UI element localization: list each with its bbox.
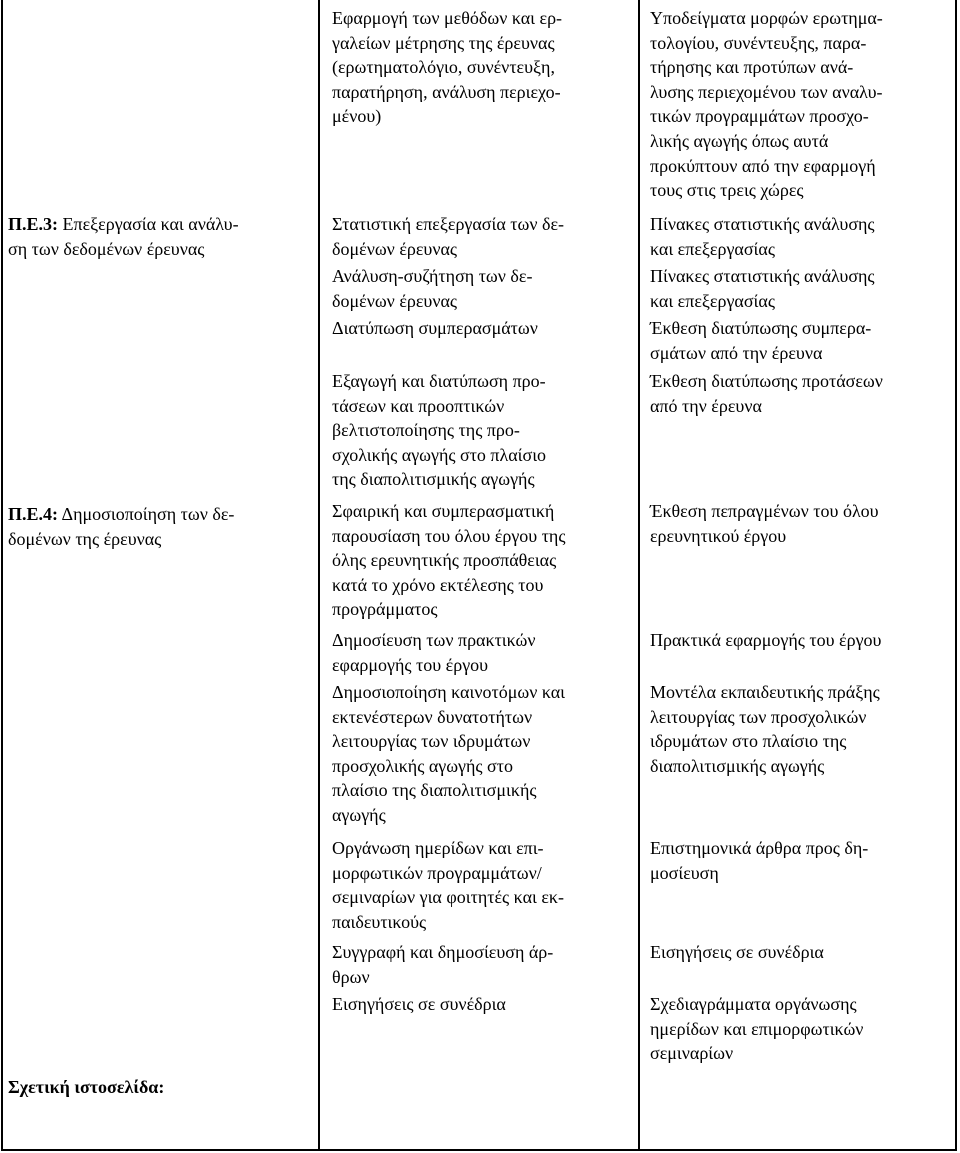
output-line: Μοντέλα εκπαιδευτικής πράξης (650, 682, 880, 702)
output-line: τους στις τρεις χώρες (650, 180, 804, 201)
action-line: σχολικής αγωγής στο πλαίσιο (332, 444, 547, 465)
output-line: ιδρυμάτων στο πλαίσιο της (650, 731, 847, 752)
action-line: Οργάνωση ημερίδων και επι- (332, 838, 544, 858)
action-line: εφαρμογής του έργου (332, 654, 489, 675)
action-line: προγράμματος (332, 599, 438, 620)
output-cell (650, 499, 946, 548)
output-line: Υποδείγματα μορφών ερωτημα- (650, 8, 883, 28)
output-line: ημερίδων και επιμορφωτικών (650, 1018, 864, 1039)
phase-code: Π.Ε.3: (8, 214, 59, 234)
output-line: Πίνακες στατιστικής ανάλυσης (650, 214, 875, 234)
phase-title-line: Επεξεργασία και ανάλυ- (58, 214, 239, 234)
output-line: Πίνακες στατιστικής ανάλυσης (650, 266, 875, 286)
output-line: και επεξεργασίας (650, 238, 775, 259)
output-line: μοσίευση (650, 862, 719, 883)
phase-pe3 (8, 212, 306, 261)
action-line: σεμιναρίων για φοιτητές και εκ- (332, 887, 564, 908)
table-border-right (955, 0, 957, 1151)
table-border-left (1, 0, 3, 1151)
output-line: ερευνητικού έργου (650, 525, 787, 546)
action-line: Εισηγήσεις σε συνέδρια (332, 994, 506, 1014)
output-line: λικής αγωγής όπως αυτά (650, 130, 829, 151)
action-line: Εξαγωγή και διατύπωση προ- (332, 371, 546, 391)
output-line: Πρακτικά εφαρμογής του έργου (650, 630, 882, 650)
output-line: και επεξεργασίας (650, 290, 775, 311)
output-cell (650, 6, 946, 203)
action-line: προσχολικής αγωγής στο (332, 755, 513, 776)
output-cell (650, 680, 946, 778)
action-cell (332, 369, 630, 492)
output-cell (650, 940, 946, 965)
action-line: Συγγραφή και δημοσίευση άρ- (332, 942, 554, 962)
action-line: δομένων έρευνας (332, 238, 458, 259)
output-cell (650, 264, 946, 313)
output-line: τολογίου, συνέντευξης, παρα- (650, 32, 867, 53)
action-line: δομένων έρευνας (332, 290, 458, 311)
action-cell (332, 316, 630, 341)
action-line: γαλείων μέτρησης της έρευνας (332, 32, 555, 53)
action-line: τάσεων και προοπτικών (332, 395, 505, 416)
output-line: λειτουργίας των προσχολικών (650, 706, 867, 727)
output-line: σεμιναρίων (650, 1043, 734, 1064)
action-line: Ανάλυση-συζήτηση των δε- (332, 266, 533, 286)
action-cell (332, 264, 630, 313)
action-line: θρων (332, 966, 370, 987)
action-cell (332, 836, 630, 934)
output-cell (650, 369, 946, 418)
phase-title-line: Δημοσιοποίηση των δε- (58, 504, 235, 524)
action-cell (332, 628, 630, 677)
output-line: Έκθεση διατύπωσης προτάσεων (650, 371, 883, 391)
table-border-bottom (1, 1149, 957, 1151)
output-line: Σχεδιαγράμματα οργάνωσης (650, 994, 857, 1014)
column-divider-2 (638, 0, 640, 1151)
output-line: τικών προγραμμάτων προσχο- (650, 106, 869, 127)
action-line: πλαίσιο της διαπολιτισμικής (332, 780, 537, 801)
output-line: Εισηγήσεις σε συνέδρια (650, 942, 824, 962)
phase-pe4 (8, 502, 306, 551)
action-cell (332, 992, 630, 1017)
action-line: κατά το χρόνο εκτέλεσης του (332, 574, 544, 595)
output-line: προκύπτουν από την εφαρμογή (650, 155, 876, 176)
action-line: βελτιστοποίησης της προ- (332, 420, 520, 441)
action-line: Στατιστική επεξεργασία των δε- (332, 214, 565, 234)
related-website-label: Σχετική ιστοσελίδα: (8, 1077, 165, 1097)
output-cell (650, 316, 946, 365)
output-cell (650, 836, 946, 885)
column-divider-1 (318, 0, 320, 1151)
action-line: Δημοσίευση των πρακτικών (332, 630, 536, 650)
action-line: αγωγής (332, 804, 386, 825)
action-line: Διατύπωση συμπερασμάτων (332, 318, 538, 338)
output-line: τήρησης και προτύπων ανά- (650, 57, 854, 78)
action-cell (332, 6, 630, 129)
action-cell (332, 940, 630, 989)
output-cell (650, 628, 946, 653)
action-line: (ερωτηματολόγιο, συνέντευξη, (332, 57, 555, 78)
action-line: μένου) (332, 106, 382, 127)
output-line: Έκθεση διατύπωσης συμπερα- (650, 318, 872, 338)
phase-title-line: ση των δεδομένων έρευνας (8, 238, 205, 259)
action-cell (332, 499, 630, 622)
action-cell (332, 680, 630, 828)
output-line: Έκθεση πεπραγμένων του όλου (650, 501, 879, 521)
phase-code: Π.Ε.4: (8, 504, 59, 524)
action-line: παρουσίαση του όλου έργου της (332, 525, 566, 546)
action-line: Σφαιρική και συμπερασματική (332, 501, 555, 521)
phase-title-line: δομένων της έρευνας (8, 528, 162, 549)
action-line: της διαπολιτισμικής αγωγής (332, 469, 535, 490)
action-line: όλης ερευνητικής προσπάθειας (332, 550, 557, 571)
output-line: λυσης περιεχομένου των αναλυ- (650, 81, 883, 102)
action-line: λειτουργίας των ιδρυμάτων (332, 731, 531, 752)
action-line: εκτενέστερων δυνατοτήτων (332, 706, 533, 727)
output-cell (650, 992, 946, 1066)
output-cell (650, 212, 946, 261)
action-line: Δημοσιοποίηση καινοτόμων και (332, 682, 566, 702)
action-line: παιδευτικούς (332, 911, 427, 932)
output-line: σμάτων από την έρευνα (650, 342, 823, 363)
action-line: Εφαρμογή των μεθόδων και ερ- (332, 8, 563, 28)
action-cell (332, 212, 630, 261)
output-line: από την έρευνα (650, 395, 762, 416)
action-line: μορφωτικών προγραμμάτων/ (332, 862, 542, 883)
output-line: Επιστημονικά άρθρα προς δη- (650, 838, 869, 858)
action-line: παρατήρηση, ανάλυση περιεχο- (332, 81, 561, 102)
output-line: διαπολιτισμικής αγωγής (650, 755, 825, 776)
